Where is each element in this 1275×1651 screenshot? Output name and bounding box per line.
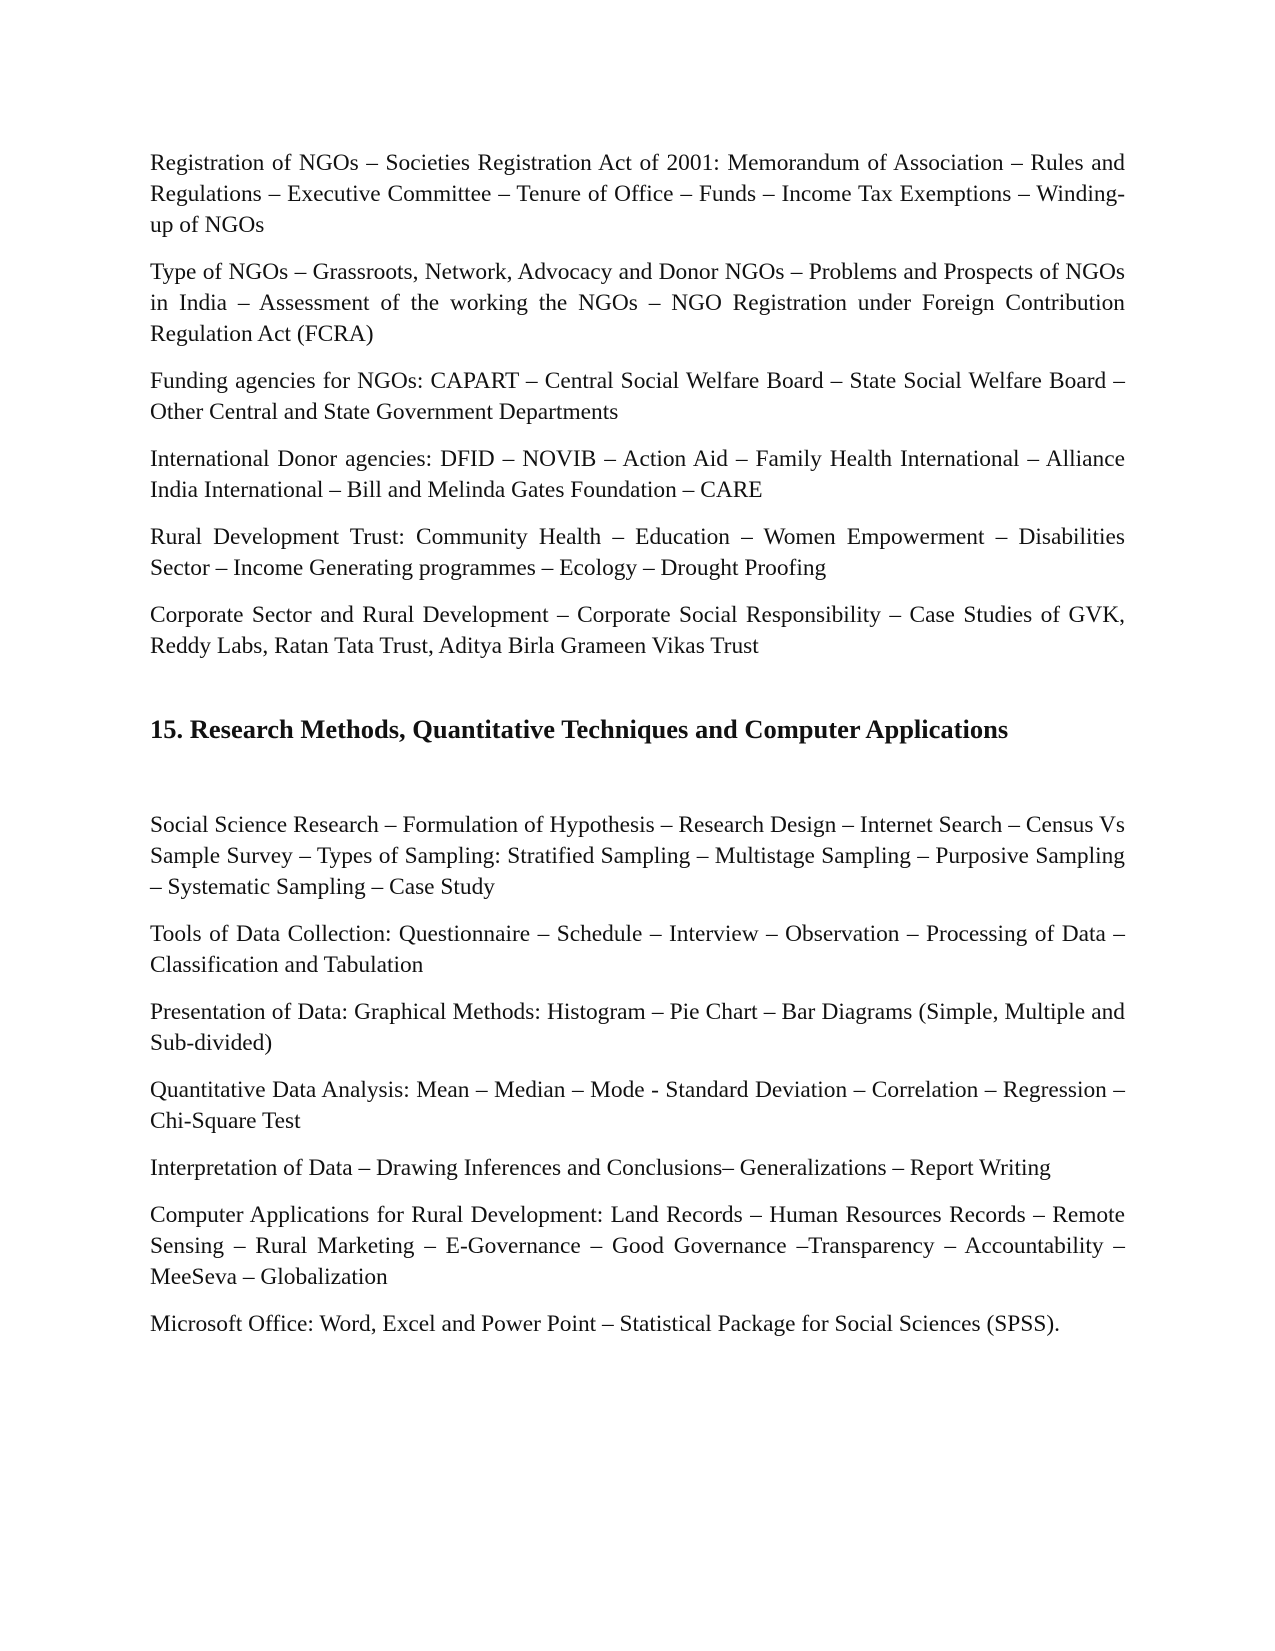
paragraph-data-presentation: Presentation of Data: Graphical Methods: Histogram – Pie Chart – Bar Diagrams (Simple, Multiple and Sub-divided) bbox=[150, 999, 1125, 1056]
paragraph-corporate-sector: Corporate Sector and Rural Development – Corporate Social Responsibility – Case Studies of GVK, Reddy Labs, Ratan Tata Trust, Aditya Birla Grameen Vikas Trust bbox=[150, 602, 1125, 659]
paragraph-microsoft-office: Microsoft Office: Word, Excel and Power Point – Statistical Package for Social Sciences (SPSS). bbox=[150, 1311, 1060, 1337]
section-15-heading: 15. Research Methods, Quantitative Techniques and Computer Applications bbox=[150, 714, 1009, 744]
paragraph-computer-applications: Computer Applications for Rural Development: Land Records – Human Resources Records – Remote Sensing – Rural Marketing – E-Governance – Good Governance –Transparency – Accountability – MeeSeva – Globalization bbox=[150, 1202, 1125, 1290]
paragraph-ngo-types: Type of NGOs – Grassroots, Network, Advocacy and Donor NGOs – Problems and Prospects of NGOs in India – Assessment of the working the NGOs – NGO Registration under Foreign Contribution Regulation Act (FCRA) bbox=[150, 259, 1125, 347]
paragraph-quantitative-analysis: Quantitative Data Analysis: Mean – Median – Mode - Standard Deviation – Correlation – Regression – Chi-Square Test bbox=[150, 1077, 1125, 1134]
paragraph-social-science-research: Social Science Research – Formulation of Hypothesis – Research Design – Internet Search – Census Vs Sample Survey – Types of Sampling: Stratified Sampling – Multistage Sampling – Purposive Sampling – Systematic Sampling – Case Study bbox=[150, 812, 1125, 900]
paragraph-rural-development-trust: Rural Development Trust: Community Health – Education – Women Empowerment – Disabilities Sector – Income Generating programmes – Ecology – Drought Proofing bbox=[150, 524, 1125, 581]
paragraph-international-donors: International Donor agencies: DFID – NOVIB – Action Aid – Family Health International – Alliance India International – Bill and Melinda Gates Foundation – CARE bbox=[150, 446, 1125, 503]
page-content bbox=[150, 148, 1125, 1356]
paragraph-data-collection-tools: Tools of Data Collection: Questionnaire – Schedule – Interview – Observation – Processing of Data – Classification and Tabulation bbox=[150, 921, 1125, 978]
paragraph-ngo-registration: Registration of NGOs – Societies Registration Act of 2001: Memorandum of Association – Rules and Regulations – Executive Committee – Tenure of Office – Funds – Income Tax Exemptions – Winding-up of NGOs bbox=[150, 150, 1125, 238]
paragraph-data-interpretation: Interpretation of Data – Drawing Inferences and Conclusions– Generalizations – Report Writing bbox=[150, 1155, 1051, 1181]
paragraph-funding-agencies: Funding agencies for NGOs: CAPART – Central Social Welfare Board – State Social Welfare Board – Other Central and State Government Departments bbox=[150, 368, 1125, 425]
